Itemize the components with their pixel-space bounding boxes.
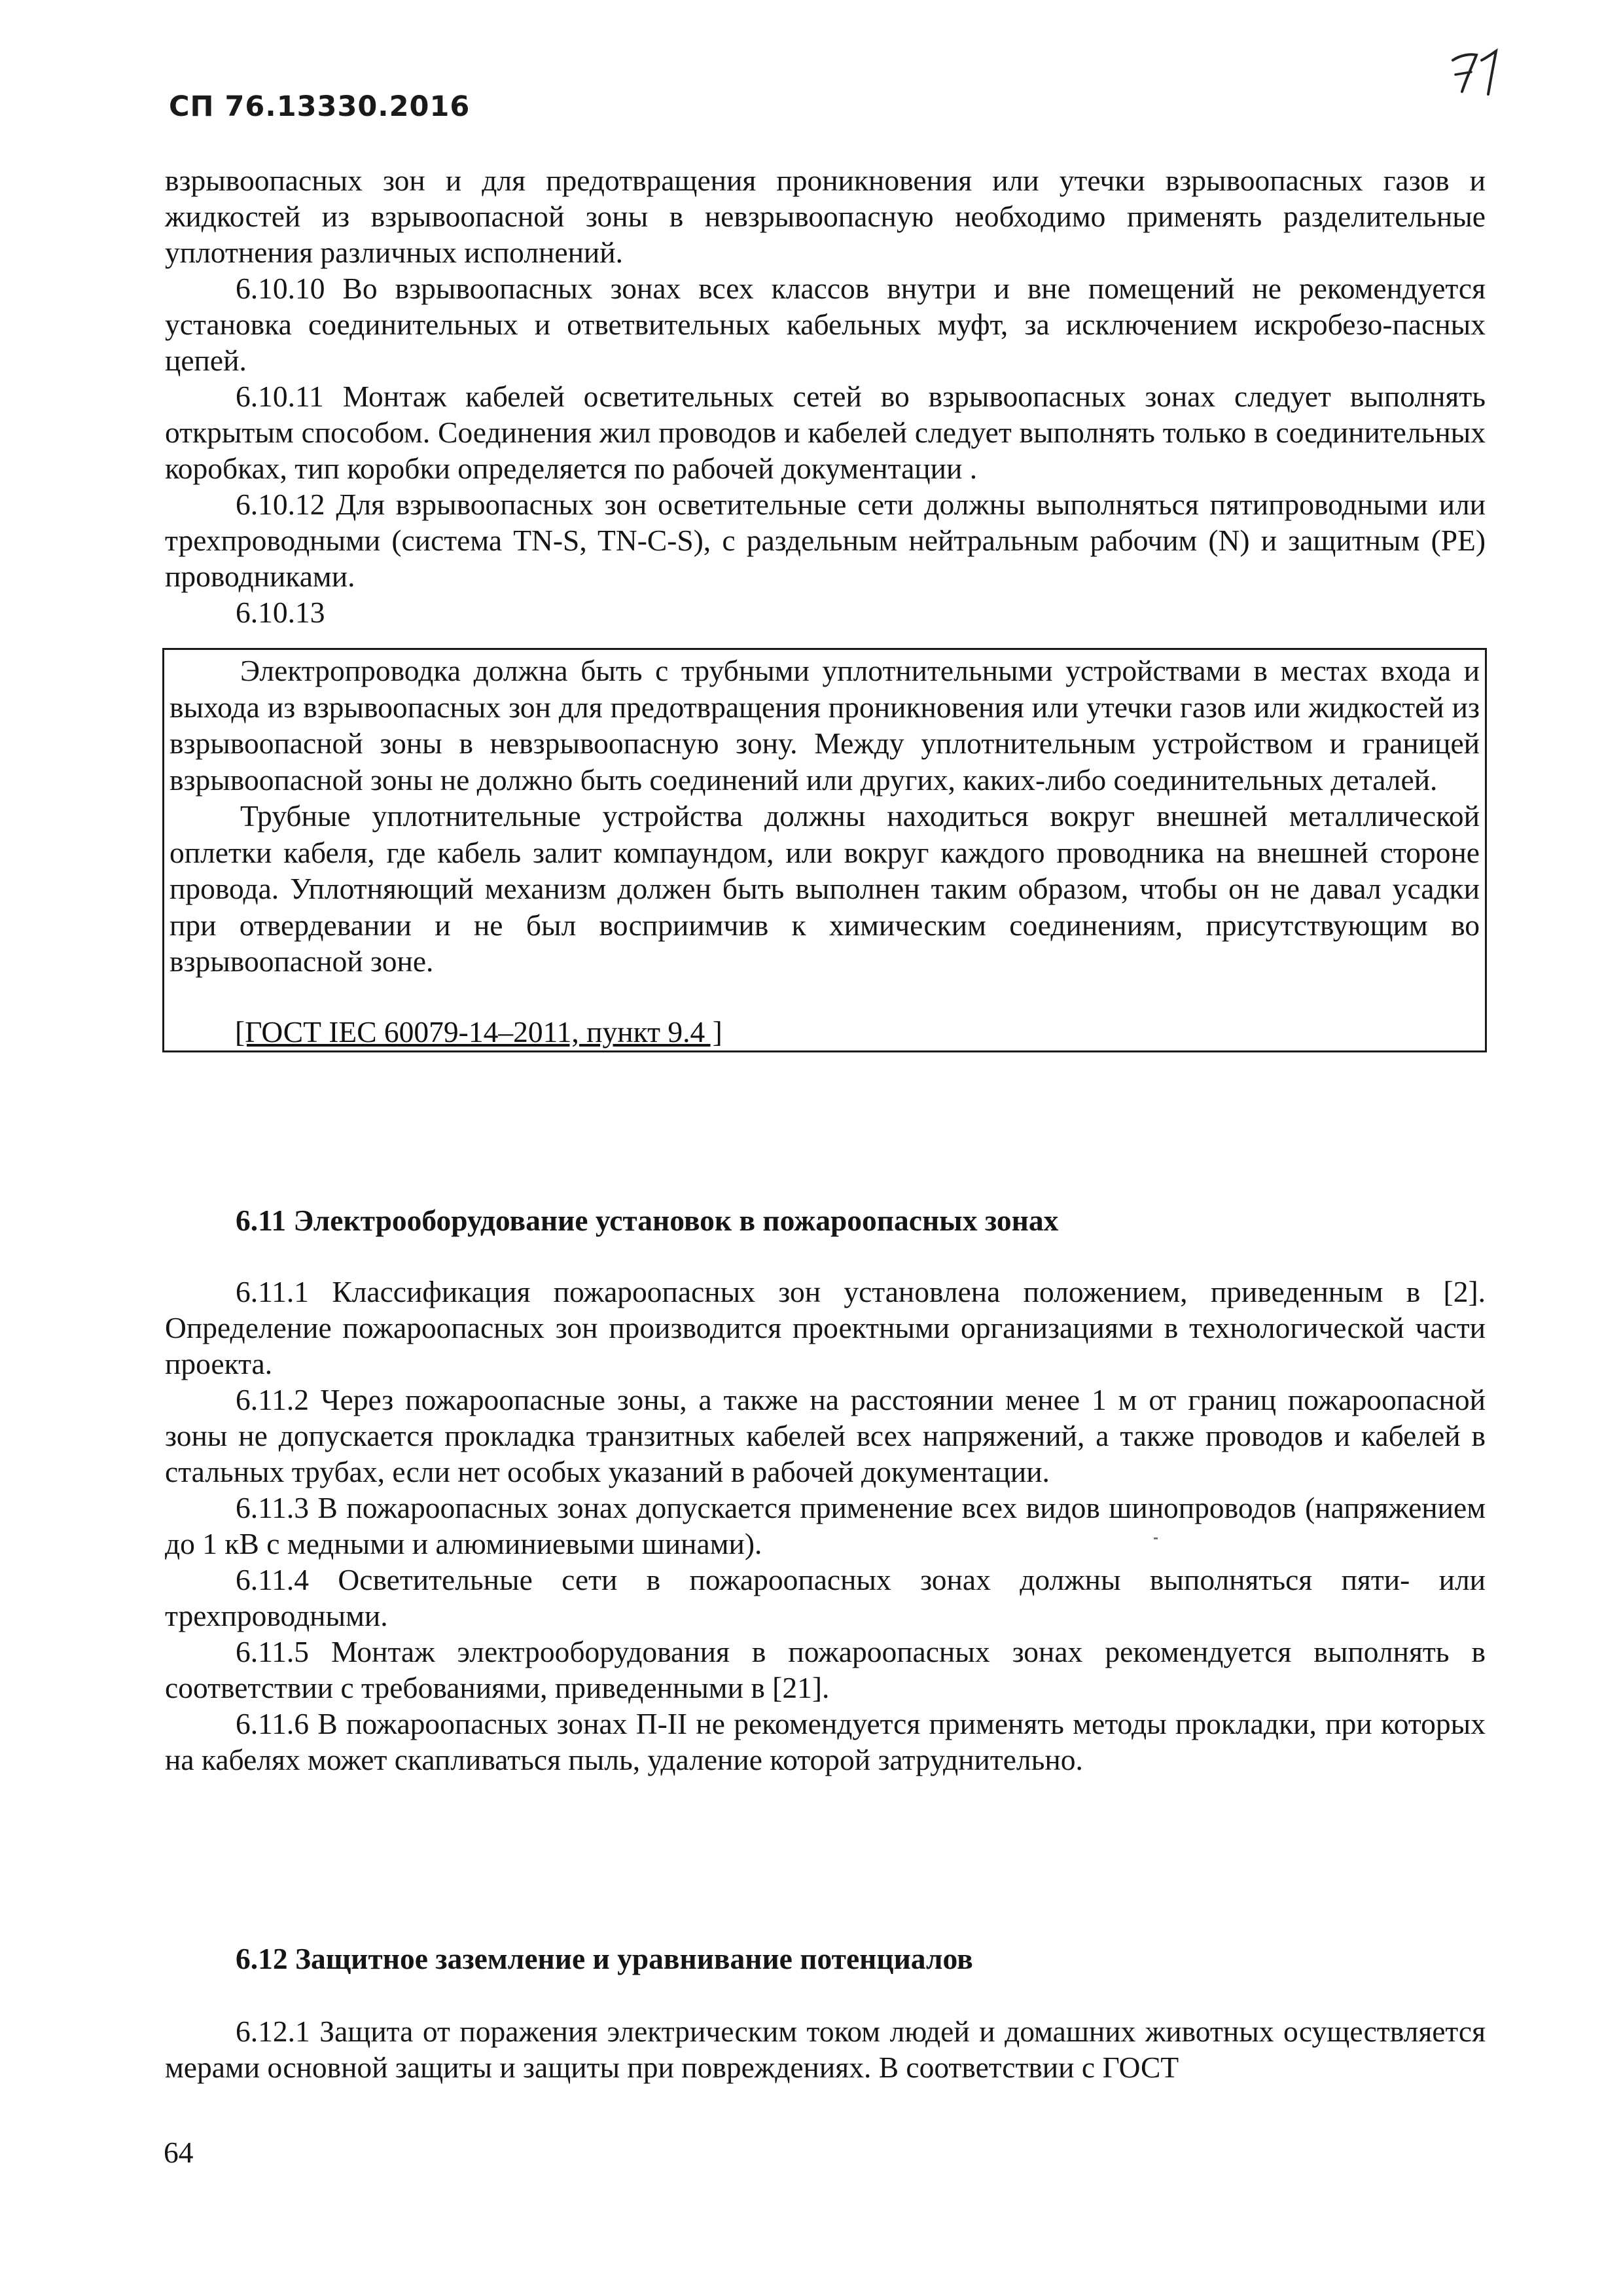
paragraph-continuation: взрывоопасных зон и для предотвращения проникновения или утечки взрывоопасных газов и жидкостей из взрывоопасной зоны в невзрывоопасную необходимо применять разделительные уплотнения различных исполнений. (165, 164, 1486, 269)
clause-number-6-10-13: 6.10.13 (236, 596, 325, 629)
boxed-paragraph-2: Трубные уплотнительные устройства должны находиться вокруг внешней металлической оплетки кабеля, где кабель залит компаундом, или вокруг каждого проводника на внешней стороне провода. Уплотняющий механизм должен быть выполнен таким образом, чтобы он не давал усадки при отвердевании и не был восприимчив к химическим соединениям, присутствующим во взрывоопасной зоне. (169, 799, 1480, 978)
paragraph-6-12-1: 6.12.1 Защита от поражения электрическим током людей и домашних животных осуществляется мерами основной защиты и защиты при повреждениях. В соответствии с ГОСТ (165, 2015, 1486, 2084)
paragraph-6-10-10: 6.10.10 Во взрывоопасных зонах всех классов внутри и вне помещений не рекомендуется установка соединительных и ответвительных кабельных муфт, за исключением искробезо-пасных цепей. (165, 272, 1486, 377)
paragraph-6-11-3: 6.11.3 В пожароопасных зонах допускается применение всех видов шинопроводов (напряжением до 1 кВ с медными и алюминиевыми шинами). (165, 1491, 1486, 1560)
section-6-11-body (165, 1274, 1486, 1778)
boxed-paragraph-1: Электропроводка должна быть с трубными уплотнительными устройствами в местах входа и выхода из взрывоопасных зон для предотвращения проникновения или утечки газов или жидкостей из взрывоопасной зоны в невзрывоопасную зону. Между уплотнительным устройством и границей взрывоопасной зоны не должно быть соединений или других, каких-либо соединительных деталей. (169, 654, 1480, 797)
standard-reference: [ГОСТ IEC 60079-14–2011, пункт 9.4 ] (235, 1015, 722, 1049)
paragraph-6-10-12: 6.10.12 Для взрывоопасных зон осветительные сети должны выполняться пятипроводными или трехпроводными (система TN-S, TN-C-S), с раздельным нейтральным рабочим (N) и защитным (PE) проводниками. (165, 488, 1486, 593)
paragraph-6-11-4: 6.11.4 Осветительные сети в пожароопасных зонах должны выполняться пяти- или трехпроводными. (165, 1563, 1486, 1632)
section-heading-6-12: 6.12 Защитное заземление и уравнивание потенциалов (236, 1942, 973, 1975)
paragraph-6-11-2: 6.11.2 Через пожароопасные зоны, а также на расстоянии менее 1 м от границ пожароопасной зоны не допускается прокладка транзитных кабелей всех напряжений, а также проводов и кабелей в стальных трубах, если нет особых указаний в рабочей документации. (165, 1383, 1486, 1488)
scan-speck (1154, 1537, 1158, 1539)
paragraph-6-11-1: 6.11.1 Классификация пожароопасных зон установлена положением, приведенным в [2]. Определение пожароопасных зон производится проектными организациями в технологической части проекта. (165, 1275, 1486, 1380)
paragraph-6-10-11: 6.10.11 Монтаж кабелей осветительных сетей во взрывоопасных зонах следует выполнять открытым способом. Соединения жил проводов и кабелей следует выполнять только в соединительных коробках, тип коробки определяется по рабочей документации . (165, 380, 1486, 485)
paragraph-6-11-6: 6.11.6 В пожароопасных зонах П-II не рекомендуется применять методы прокладки, при которых на кабелях может скапливаться пыль, удаление которой затруднительно. (165, 1707, 1486, 1776)
paragraph-6-11-5: 6.11.5 Монтаж электрооборудования в пожароопасных зонах рекомендуется выполнять в соответствии с требованиями, приведенными в [21]. (165, 1635, 1486, 1704)
section-heading-6-11: 6.11 Электрооборудование установок в пожароопасных зонах (236, 1204, 1059, 1237)
section-6-12-body (165, 2013, 1486, 2085)
boxed-clause-6-10-13 (162, 648, 1487, 1052)
top-text-block (165, 162, 1486, 630)
page-number: 64 (164, 2136, 194, 2169)
document-code: СП 76.13330.2016 (169, 90, 471, 123)
handwritten-page-number (1448, 46, 1507, 98)
